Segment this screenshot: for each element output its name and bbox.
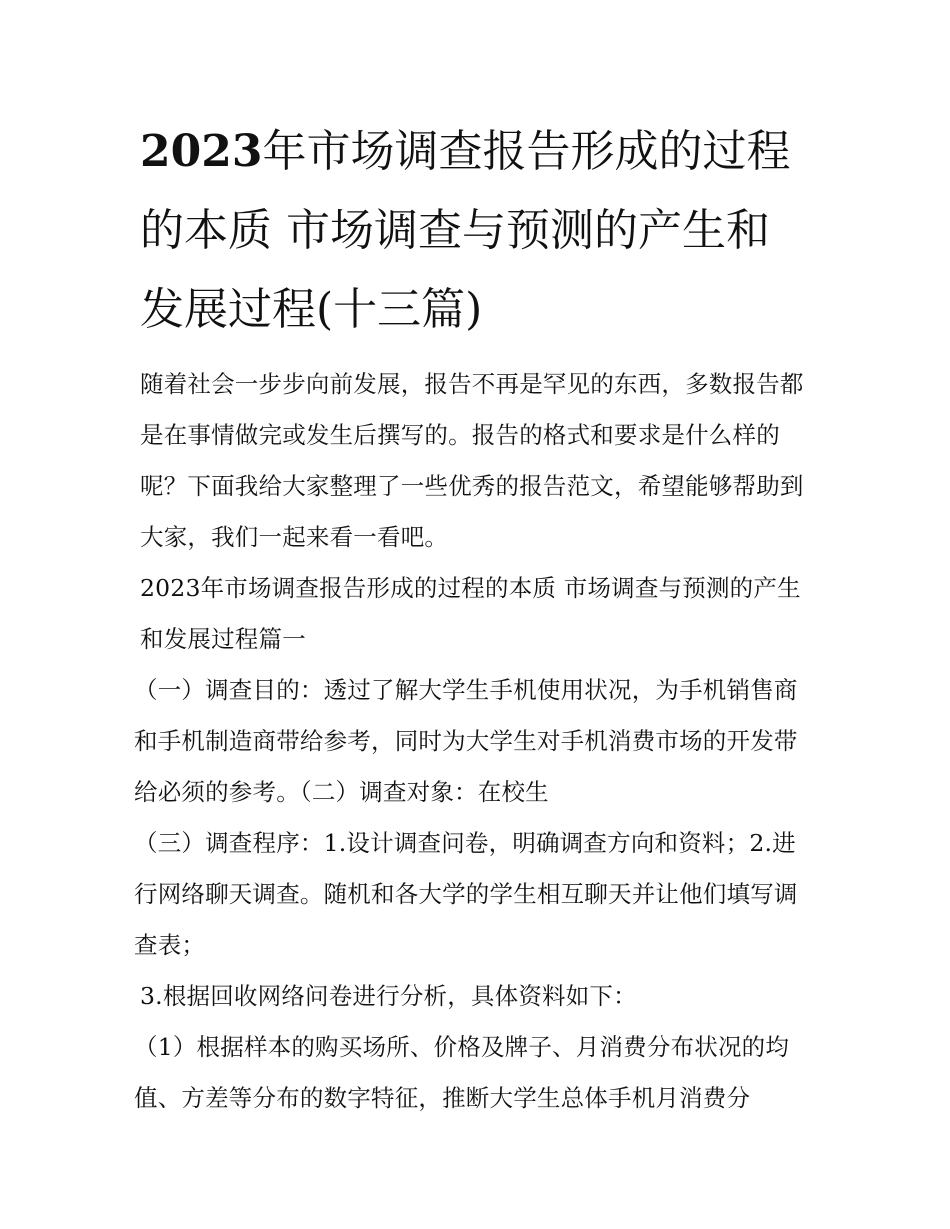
document-title — [140, 112, 812, 349]
survey-purpose-paragraph: （一）调查目的：透过了解大学生手机使用状况，为手机销售商和手机制造商带给参考，同时为大学生对手机消费市场的开发带给必须的参考。（二）调查对象：在校生 — [134, 676, 798, 806]
document-page — [134, 112, 812, 1124]
intro-paragraph: 随着社会一步步向前发展，报告不再是罕见的东西，多数报告都是在事情做完或发生后撰写的。报告的格式和要求是什么样的呢？下面我给大家整理了一些优秀的报告范文，希望能够帮助到大家，我们一起来看一看吧。 — [140, 370, 804, 551]
section-heading: 2023年市场调查报告形成的过程的本质 市场调查与预测的产生和发展过程篇一 — [140, 574, 801, 653]
title-text: 年市场调查报告形成的过程的本质 市场调查与预测的产生和发展过程(十三篇) — [140, 126, 791, 335]
title-year: 2023 — [140, 126, 263, 177]
analysis-paragraph: 3.根据回收网络问卷进行分析，具体资料如下： — [140, 982, 637, 1010]
sample-analysis-paragraph: （1）根据样本的购买场所、价格及牌子、月消费分布状况的均值、方差等分布的数字特征，推断大学生总体手机月消费分 — [134, 1033, 790, 1112]
survey-procedure-paragraph: （三）调查程序：1.设计调查问卷，明确调查方向和资料；2.进行网络聊天调查。随机和各大学的学生相互聊天并让他们填写调查表； — [134, 829, 798, 959]
